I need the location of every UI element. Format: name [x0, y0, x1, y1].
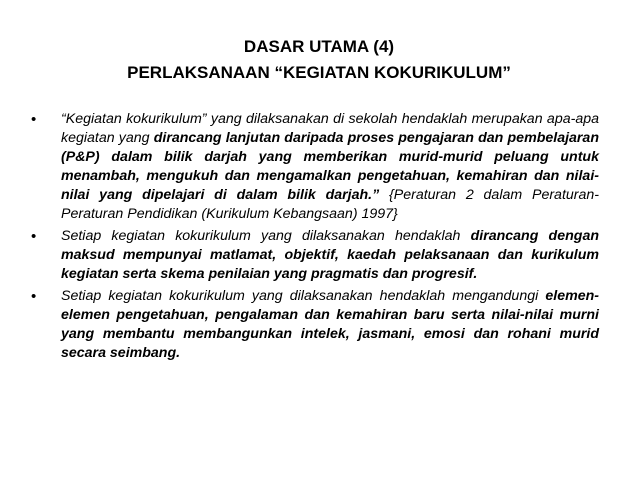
bullet-text-1 [61, 110, 599, 224]
bullet-3-segment-1: Setiap kegiatan kokurikulum yang dilaksanakan hendaklah mengandungi [61, 288, 546, 304]
bullet-dot-icon: • [31, 288, 37, 305]
bullet-item-3 [29, 287, 599, 363]
bullet-2-segment-1: Setiap kegiatan kokurikulum yang dilaksanakan hendaklah [61, 228, 471, 244]
bullet-list [29, 110, 599, 366]
bullet-3-segment-2: elemen-elemen pengetahuan, pengalaman dan kemahiran baru serta nilai-nilai murni yang membantu membangunkan intelek, jasmani, emosi dan rohani murid secara seimbang. [61, 288, 599, 361]
slide-title [40, 34, 598, 86]
bullet-1-segment-2: dirancang lanjutan daripada proses pengajaran dan pembelajaran (P&P) dalam bilik darjah yang memberikan murid-murid peluang untuk menambah, mengukuh dan mengamalkan pengetahuan, kemahiran dan nilai-nilai yang dipelajari di dalam bilik darjah.” [61, 130, 599, 203]
bullet-item-1 [29, 110, 599, 224]
bullet-dot-icon: • [31, 111, 37, 128]
bullet-1-segment-3: {Peraturan 2 dalam Peraturan-Peraturan Pendidikan (Kurikulum Kebangsaan) 1997} [61, 187, 600, 222]
title-line-1: DASAR UTAMA (4) [243, 37, 395, 56]
bullet-text-3 [61, 287, 599, 363]
bullet-item-2 [29, 227, 599, 284]
bullet-text-2 [61, 227, 599, 284]
bullet-2-segment-2: dirancang dengan maksud mempunyai matlamat, objektif, kaedah pelaksanaan dan kurikulum kegiatan serta skema penilaian yang pragmatis dan progresif. [61, 228, 599, 282]
bullet-dot-icon: • [31, 228, 37, 245]
title-line-2: PERLAKSANAAN “KEGIATAN KOKURIKULUM” [127, 63, 511, 82]
bullet-1-segment-1: “Kegiatan kokurikulum” yang dilaksanakan di sekolah hendaklah merupakan apa-apa kegiatan yang [61, 111, 599, 146]
